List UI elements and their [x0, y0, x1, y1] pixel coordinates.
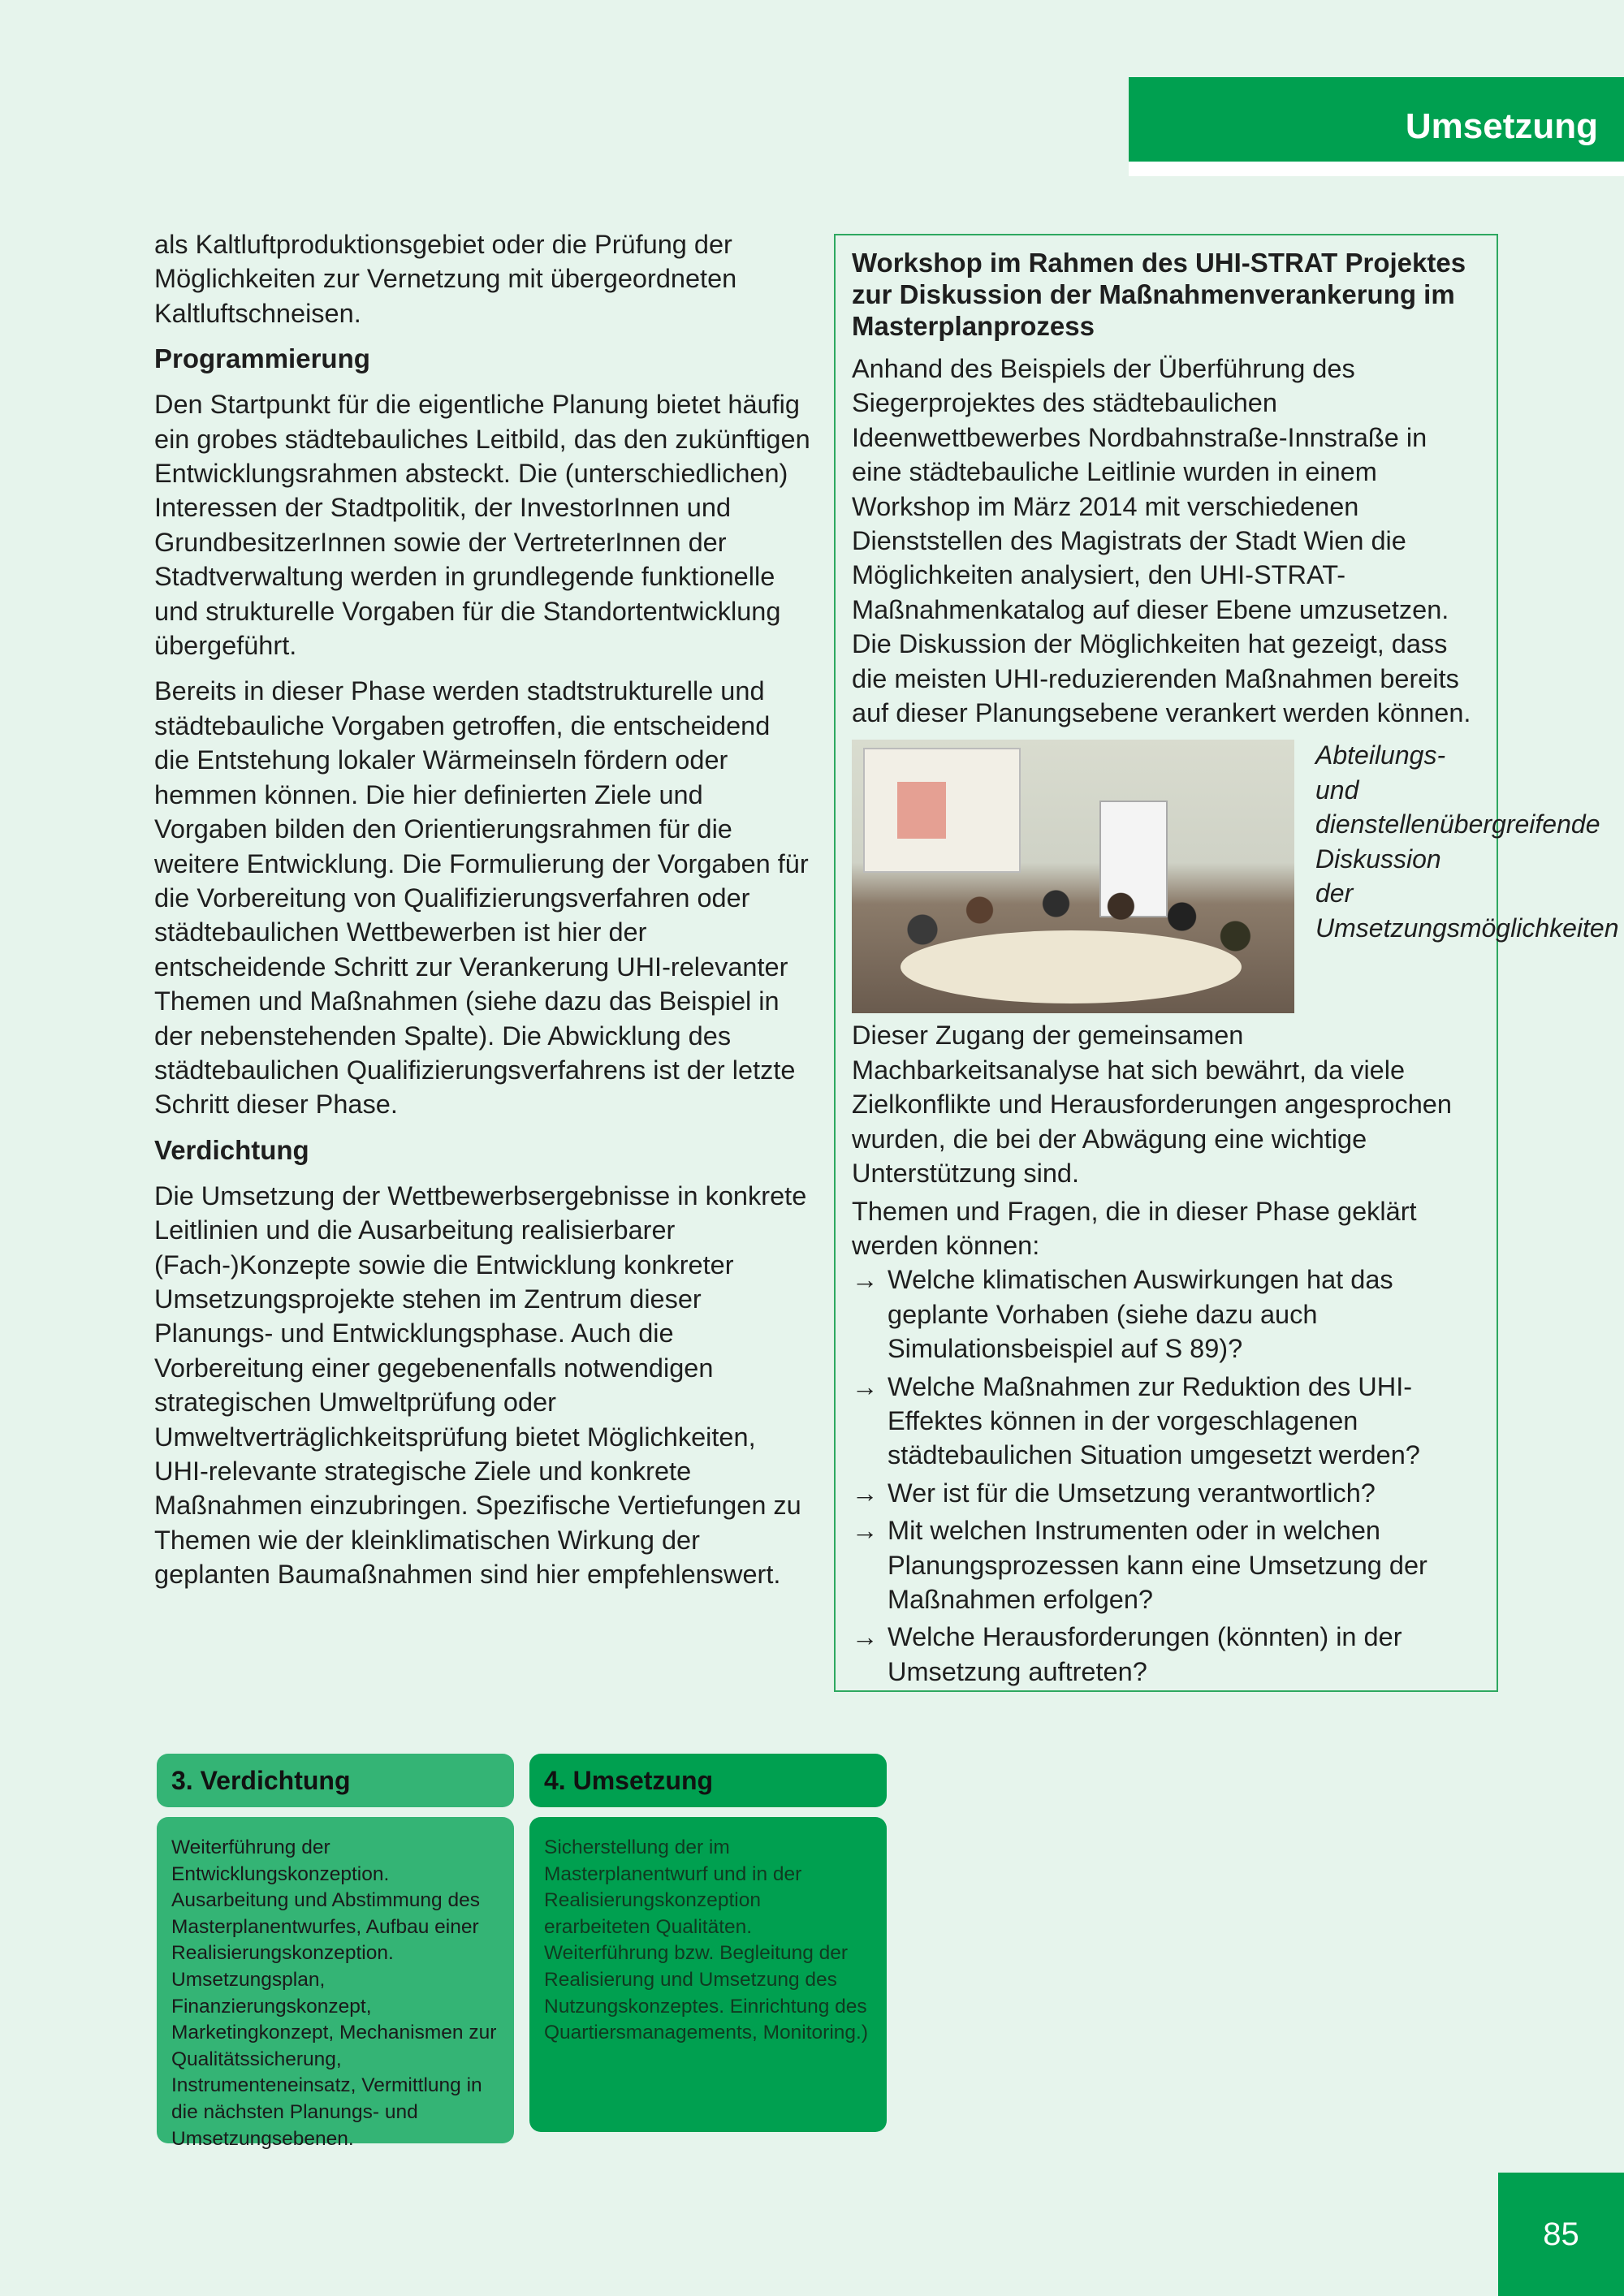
card-umsetzung-title: 4. Umsetzung — [529, 1754, 887, 1807]
list-item: → Welche Herausforderungen (könnten) in der Umsetzung auftreten? — [852, 1620, 1482, 1689]
card-verdichtung-title: 3. Verdichtung — [157, 1754, 514, 1807]
workshop-table — [901, 930, 1242, 1003]
list-item: → Welche Maßnahmen zur Reduktion des UHI- Effektes können in der vorgeschlagenen städtebaulichen Situation umgesetzt werden? — [852, 1370, 1482, 1473]
card-verdichtung-text: Weiterführung der Entwicklungskonzeption. Ausarbeitung und Abstimmung des Masterplanentwurfes, Aufbau einer Realisierungskonzeption. Umsetzungsplan, Finanzierungskonzept, Marketingkonzept, Mechanismen zur Qualitätssicherung, Instrumenteneinsatz, Vermittlung in die nächsten Planungs- und Umsetzungsebenen. — [157, 1817, 514, 2143]
heading-programmierung: Programmierung — [154, 343, 370, 374]
workshop-box — [834, 234, 1619, 1692]
section-title: Umsetzung — [1405, 106, 1598, 146]
workshop-paragraph-1: Anhand des Beispiels der Überführung des Siegerprojektes des städtebaulichen Ideenwettbewerbes Nordbahnstraße-Innstraße in eine städtebauliche Leitlinie wurden in einem Workshop im März 2014 mit verschiedenen Dienststellen des Magistrats der Stadt Wien die Möglichkeiten analysiert, den UHI-STRAT-Maßnahmenkatalog auf dieser Ebene umzusetzen. Die Diskussion der Möglichkeiten hat gezeigt, dass die meisten UHI-reduzierenden Maßnahmen bereits auf dieser Planungsebene verankert werden können. — [852, 354, 1471, 728]
workshop-figure — [852, 740, 1619, 1013]
heading-verdichtung: Verdichtung — [154, 1134, 309, 1165]
arrow-icon: → — [852, 1265, 879, 1295]
workshop-title: Workshop im Rahmen des UHI-STRAT Projektes zur Diskussion der Maßnahmenverankerung im Masterplanprozess — [852, 248, 1466, 341]
arrow-icon: → — [852, 1371, 879, 1401]
page-number: 85 — [1498, 2173, 1624, 2296]
workshop-photo — [852, 740, 1294, 1013]
arrow-icon: → — [852, 1622, 879, 1652]
arrow-icon: → — [852, 1478, 879, 1508]
left-column — [154, 227, 812, 1603]
arrow-icon: → — [852, 1516, 879, 1546]
photo-caption: Abteilungs- und dienstellenübergreifende Diskussion der Umsetzungsmöglichkeiten — [1315, 740, 1619, 943]
list-item: → Wer ist für die Umsetzung verantwortlich? — [852, 1476, 1482, 1510]
question-list — [852, 1262, 1482, 1689]
paragraph-verdichtung: Die Umsetzung der Wettbewerbsergebnisse in konkrete Leitlinien und die Ausarbeitung realisierbarer (Fach-)Konzepte sowie die Entwicklung konkreter Umsetzungsprojekte stehen im Zentrum dieser Planungs- und Entwicklungsphase. Auch die Vorbereitung einer gegebenenfalls notwendigen strategischen Umweltprüfung oder Umweltverträglichkeitsprüfung bietet Möglichkeiten, UHI-relevante strategische Ziele und konkrete Maßnahmen einzubringen. Spezifische Vertiefungen zu Themen wie der kleinklimatischen Wirkung der geplanten Baumaßnahmen sind hier empfehlenswert. — [154, 1180, 807, 1590]
projection-screen — [863, 748, 1021, 873]
workshop-paragraph-2: Dieser Zugang der gemeinsamen Machbarkeitsanalyse hat sich bewährt, da viele Zielkonflikte und Herausforderungen angesprochen wurden, die bei der Abwägung eine wichtige Unterstützung sind. — [852, 1021, 1452, 1189]
paragraph-programmierung-1: Den Startpunkt für die eigentliche Planung bietet häufig ein grobes städtebauliches Leitbild, das den zukünftigen Entwicklungsrahmen absteckt. Die (unterschiedlichen) Interessen der Stadtpolitik, der InvestorInnen und GrundbesitzerInnen sowie der VertreterInnen der Stadtverwaltung werden in grundlegende funktionelle und strukturelle Vorgaben für die Standortentwicklung übergeführt. — [154, 390, 810, 661]
intro-paragraph: als Kaltluftproduktionsgebiet oder die Prüfung der Möglichkeiten zur Vernetzung mit übergeordneten Kaltluftschneisen. — [154, 230, 737, 328]
workshop-paragraph-3: Themen und Fragen, die in dieser Phase geklärt werden können: — [852, 1196, 1417, 1260]
list-item: → Mit welchen Instrumenten oder in welchen Planungsprozessen kann eine Umsetzung der Maßnahmen erfolgen? — [852, 1513, 1482, 1616]
list-item: → Welche klimatischen Auswirkungen hat das geplante Vorhaben (siehe dazu auch Simulationsbeispiel auf S 89)? — [852, 1262, 1482, 1366]
card-umsetzung-text: Sicherstellung der im Masterplanentwurf und in der Realisierungskonzeption erarbeiteten Qualitäten. Weiterführung bzw. Begleitung der Realisierung und Umsetzung des Nutzungskonzeptes. Einrichtung des Quartiersmanagements, Monitoring.) — [529, 1817, 887, 2132]
section-header-tab — [1129, 77, 1624, 176]
paragraph-programmierung-2: Bereits in dieser Phase werden stadtstrukturelle und städtebauliche Vorgaben getroffen, die entscheidend die Entstehung lokaler Wärmeinseln fördern oder hemmen können. Die hier definierten Ziele und Vorgaben bilden den Orientierungsrahmen für die weitere Entwicklung. Die Formulierung der Vorgaben für die Vorbereitung von Qualifizierungsverfahren oder städtebaulichen Wettbewerben ist hier der entscheidende Schritt zur Verankerung UHI-relevanter Themen und Maßnahmen (siehe dazu das Beispiel in der nebenstehenden Spalte). Die Abwicklung des städtebaulichen Qualifizierungsverfahrens ist der letzte Schritt dieser Phase. — [154, 676, 809, 1120]
